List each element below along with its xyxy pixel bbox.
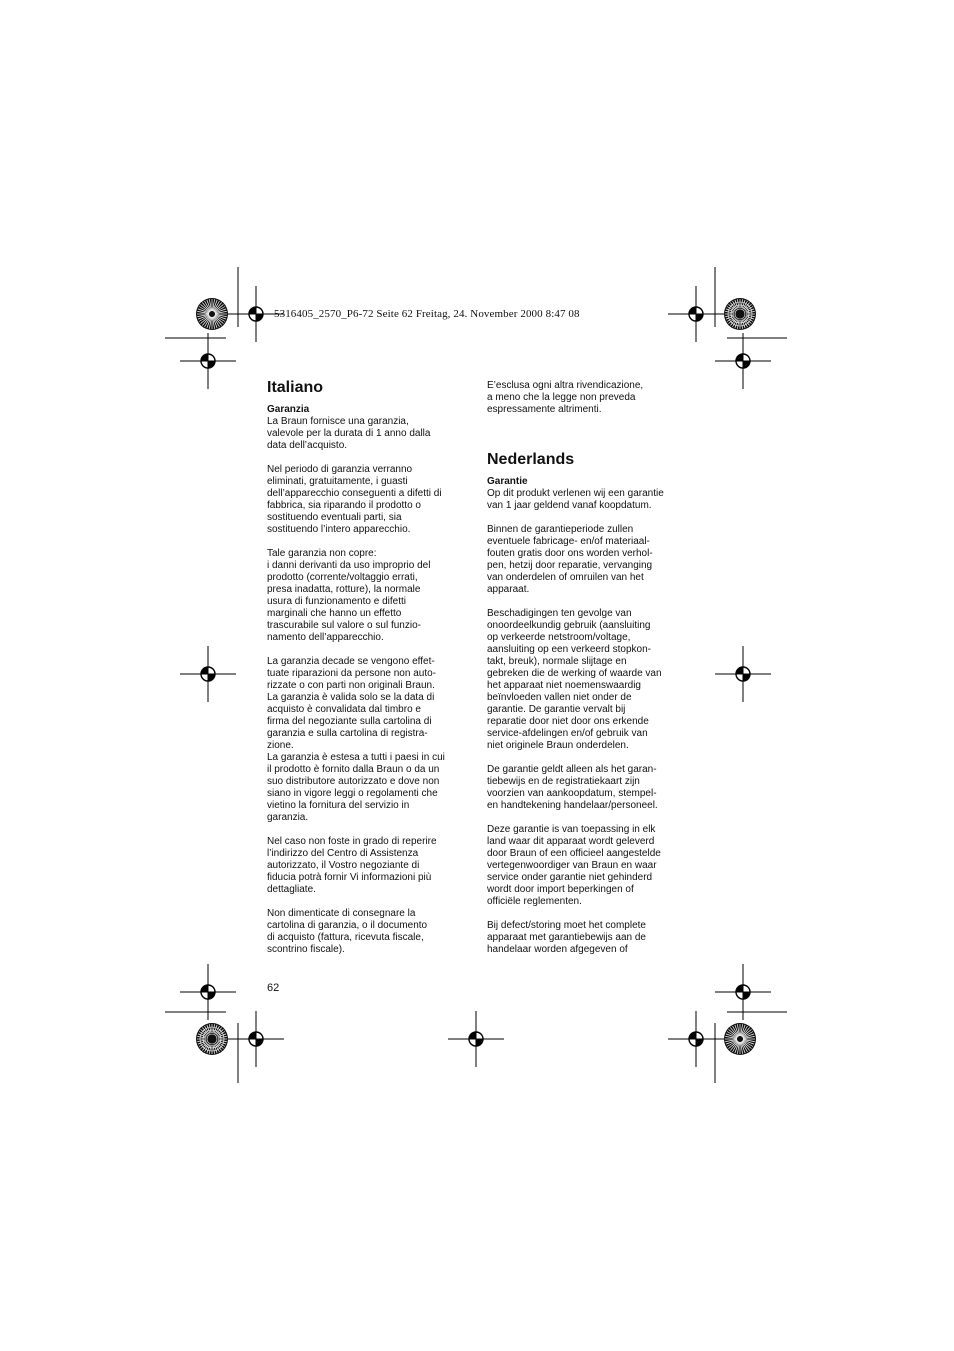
registration-target-icon (448, 1011, 504, 1067)
registration-target-icon (180, 646, 236, 702)
nederlands-paragraph: Beschadigingen ten gevolge van onoordeelkundig gebruik (aansluiting op verkeerde netstroom/voltage, aansluiting op een verkeerd stopkon- takt, breuk), normale slijtage en gebreken die de werking of waarde van het apparaat niet noemenswaardig beïnvloeden vallen niet onder de garantie. De garantie vervalt bij reparatie door niet door ons erkende service-afdelingen en/of gebruik van niet originele Braun onderdelen. (487, 608, 662, 751)
italiano-paragraph: Non dimenticate di consegnare la cartolina di garanzia, o il documento di acquisto (fattura, ricevuta fiscale, scontrino fiscale). (267, 908, 428, 955)
italiano-heading: Italiano (267, 379, 324, 396)
nederlands-paragraph: Op dit produkt verlenen wij een garantie van 1 jaar geldend vanaf koopdatum. (487, 488, 664, 511)
registration-starburst-icon (196, 298, 228, 330)
registration-starburst-icon (724, 298, 756, 330)
registration-target-icon (180, 333, 236, 389)
registration-starburst-icon (196, 1023, 228, 1055)
italiano-paragraph: La garanzia decade se vengono effet- tuate riparazioni da persone non auto- rizzate o con parti non originali Braun. La garanzia è valida solo se la data di acquisto è convalidata dal timbro e firma del negoziante sulla cartolina di garanzia e sulla cartolina di registra- zione. La garanzia è estesa a tutti i paesi in cui il prodotto è fornito dalla Braun o da un suo distributore autorizzato e dove non siano in vigore leggi o regolamenti che vietino la fornitura del servizio in garanzia. (267, 656, 445, 823)
registration-target-icon (715, 646, 771, 702)
registration-starburst-icon (724, 1023, 756, 1055)
italiano-subheading: Garanzia (267, 404, 310, 415)
nederlands-paragraph: Bij defect/storing moet het complete apparaat met garantiebewijs aan de handelaar worden afgegeven of (487, 920, 646, 955)
nederlands-subheading: Garantie (487, 476, 528, 487)
nederlands-paragraph: Deze garantie is van toepassing in elk land waar dit apparaat wordt geleverd door Braun of een officieel aangestelde vertegenwoordiger van Braun en waar service onder garantie niet gehinderd wordt door import beperkingen of officiële reglementen. (487, 824, 661, 907)
registration-target-icon (668, 286, 724, 342)
registration-target-icon (668, 1011, 724, 1067)
nederlands-paragraph: De garantie geldt alleen als het garan- tiebewijs en de registratiekaart zijn voorzien van aankoopdatum, stempel- en handtekening handelaar/personeel. (487, 764, 658, 811)
italiano-paragraph: La Braun fornisce una garanzia, valevole per la durata di 1 anno dalla data dell’acquisto. (267, 416, 431, 451)
print-slug-line: 5316405_2570_P6-72 Seite 62 Freitag, 24. November 2000 8:47 08 (274, 308, 580, 320)
italiano-paragraph: Nel caso non foste in grado di reperire l’indirizzo del Centro di Assistenza autorizzato, il Vostro negoziante di fiducia potrà fornir Vi informazioni più dettagliate. (267, 836, 437, 895)
italiano-continuation: E’esclusa ogni altra rivendicazione, a meno che la legge non preveda espressamente altrimenti. (487, 380, 644, 415)
italiano-paragraph: Tale garanzia non copre: i danni derivanti da uso improprio del prodotto (corrente/voltaggio errati, presa inadatta, rotture), la normale usura di funzionamento e difetti marginali che hanno un effetto trascurabile sul valore o sul funzio- namento dell’apparecchio. (267, 548, 431, 643)
page-number: 62 (267, 982, 280, 994)
nederlands-heading: Nederlands (487, 451, 575, 468)
italiano-section (267, 378, 467, 956)
registration-target-icon (228, 1011, 284, 1067)
nederlands-paragraph: Binnen de garantieperiode zullen eventuele fabricage- en/of materiaal- fouten gratis door ons worden verhol- pen, hetzij door reparatie, vervanging van onderdelen of omruilen van het apparaat. (487, 524, 653, 595)
right-column (487, 380, 687, 956)
italiano-paragraph: Nel periodo di garanzia verranno eliminati, gratuitamente, i guasti dell’apparecchio conseguenti a difetti di fabbrica, sia riparando il prodotto o sostituendo eventuali parti, sia sostituendo l’intero apparecchio. (267, 464, 442, 535)
registration-target-icon (715, 333, 771, 389)
